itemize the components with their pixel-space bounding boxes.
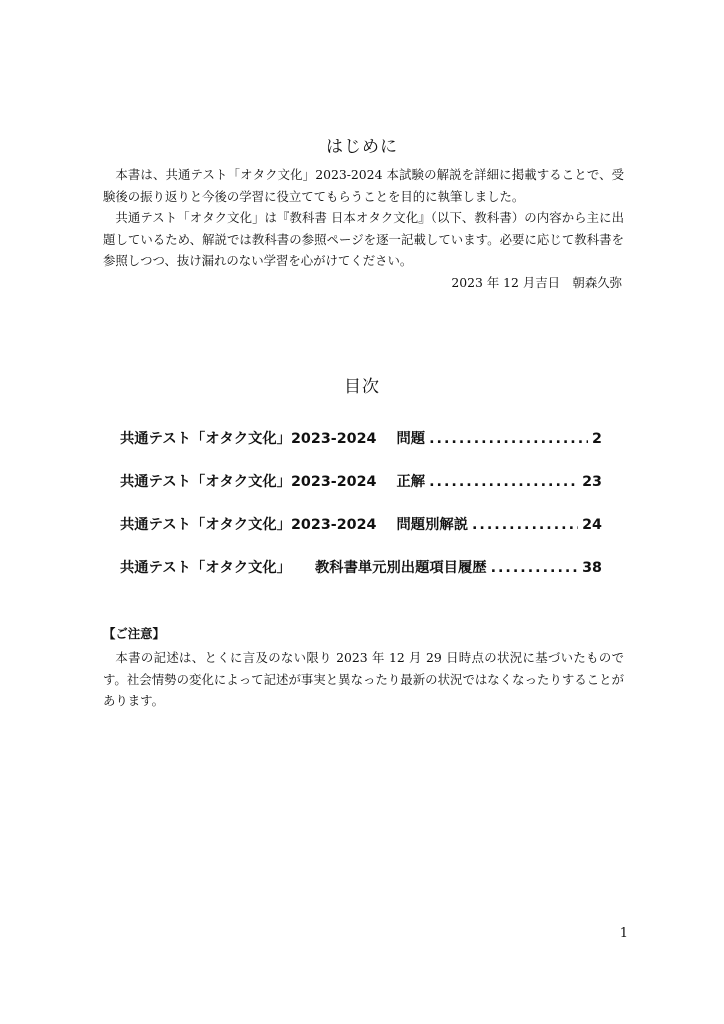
toc-entry-title	[120, 467, 425, 497]
toc-entry-problems[interactable]	[120, 424, 602, 467]
toc-page-number: 38	[582, 560, 602, 576]
toc-entry-answers[interactable]	[120, 467, 602, 510]
toc-page-number: 23	[582, 474, 602, 490]
toc-heading: 目次	[344, 377, 380, 397]
toc-dot-leader	[472, 510, 578, 540]
toc-entry-prefix: 共通テスト「オタク文化」2023-2024	[120, 517, 377, 533]
toc-dot-leader	[429, 424, 588, 454]
table-of-contents	[120, 424, 602, 596]
signature-line: 2023 年 12 月吉日 朝森久弥	[451, 275, 622, 290]
toc-entry-prefix: 共通テスト「オタク文化」2023-2024	[120, 431, 377, 447]
intro-paragraph: 本書は、共通テスト「オタク文化」2023-2024 本試験の解説を詳細に掲載することで、受験後の振り返りと今後の学習に役立ててもらうことを目的に執筆しました。	[103, 167, 624, 204]
toc-entry-prefix: 共通テスト「オタク文化」2023-2024	[120, 474, 377, 490]
toc-entry-explanations[interactable]	[120, 510, 602, 553]
notice-title: 【ご注意】	[103, 626, 165, 641]
toc-entry-label: 正解	[396, 474, 426, 490]
toc-entry-title	[120, 424, 425, 454]
intro-heading: はじめに	[326, 137, 398, 157]
toc-entry-title	[120, 510, 468, 540]
toc-page-number: 24	[582, 517, 602, 533]
toc-page-number: 2	[592, 431, 602, 447]
toc-dot-leader	[491, 553, 579, 583]
toc-entry-label: 教科書単元別出題項目履歴	[315, 560, 487, 576]
intro-paragraph: 共通テスト「オタク文化」は『教科書 日本オタク文化』（以下、教科書）の内容から主に出題しているため、解説では教科書の参照ページを逐一記載しています。必要に応じて教科書を参照しつつ、抜け漏れのない学習を心がけてください。	[103, 210, 624, 268]
toc-entry-label: 問題	[396, 431, 426, 447]
toc-entry-label: 問題別解説	[396, 517, 468, 533]
toc-entry-prefix: 共通テスト「オタク文化」	[120, 560, 291, 576]
toc-entry-title	[120, 553, 487, 583]
toc-dot-leader	[429, 467, 578, 497]
intro-body	[103, 164, 624, 272]
notice-body: 本書の記述は、とくに言及のない限り 2023 年 12 月 29 日時点の状況に基づいたものです。社会情勢の変化によって記述が事実と異なったり最新の状況ではなくなったりすることがあります。	[103, 650, 624, 708]
page-number: 1	[619, 926, 628, 941]
toc-entry-history[interactable]	[120, 553, 602, 596]
